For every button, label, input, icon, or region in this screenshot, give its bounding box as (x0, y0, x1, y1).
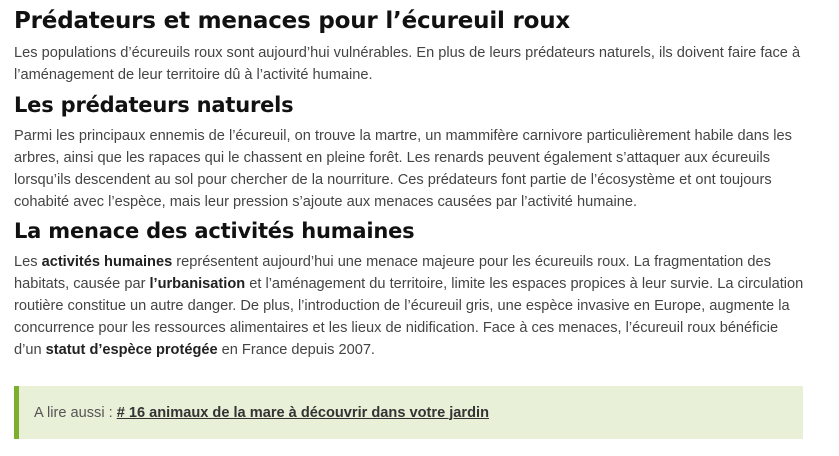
predators-paragraph: Parmi les principaux ennemis de l’écureuil, on trouve la martre, un mammifère carnivore particulièrement habile dans les arbres, ainsi que les rapaces qui le chassent en pleine forêt. Les renards peuvent également s’attaquer aux écureuils lorsqu’ils descendent au sol pour chercher de la nourriture. Ces prédateurs font partie de l’écosystème et ont toujours cohabité avec l’espèce, mais leur pression s’ajoute aux menaces causées par l’activité humaine. (14, 128, 792, 210)
text-segment: représentent aujourd’hui une menace majeure pour les écureuils roux. La fragmentation des habitats, causée par (14, 254, 771, 292)
read-also-link[interactable]: # 16 animaux de la mare à découvrir dans votre jardin (116, 404, 489, 421)
heading-predators: Les prédateurs naturels (14, 93, 294, 117)
human-activities-paragraph (14, 251, 806, 361)
heading-human-activities: La menace des activités humaines (14, 219, 415, 243)
read-also-box (14, 386, 803, 439)
article-body (14, 0, 806, 361)
read-also-prefix: A lire aussi : (34, 404, 113, 421)
article-title: Prédateurs et menaces pour l’écureuil roux (14, 8, 571, 34)
bold-activites-humaines: activités humaines (41, 254, 173, 270)
bold-statut-protege: statut d’espèce protégée (45, 342, 218, 358)
intro-paragraph: Les populations d’écureuils roux sont aujourd’hui vulnérables. En plus de leurs prédateurs naturels, ils doivent faire face à l’aménagement de leur territoire dû à l’activité humaine. (14, 45, 801, 83)
text-segment: Les (14, 254, 42, 270)
text-segment: et l’aménagement du territoire, limite les espaces propices à leur survie. La circulation routière constitue un autre danger. De plus, l’introduction de l’écureuil gris, une espèce invasive en Europe, augmente la concurrence pour les ressources alimentaires et les lieux de nidification. Face à ces menaces, l’écureuil roux bénéficie d’un (14, 276, 804, 358)
text-segment: en France depuis 2007. (217, 342, 375, 358)
bold-urbanisation: l’urbanisation (149, 276, 246, 292)
